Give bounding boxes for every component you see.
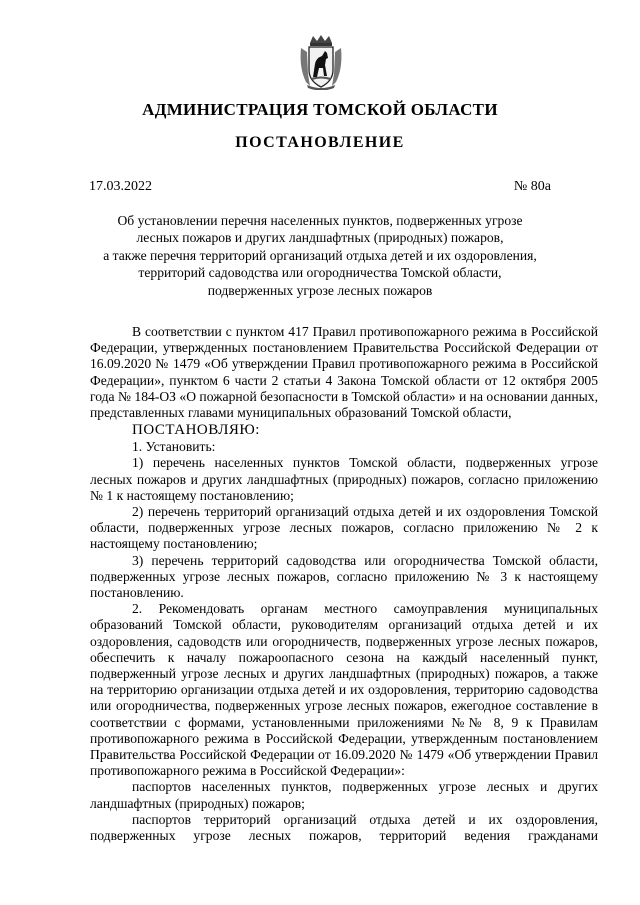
title-line: территорий садоводства или огородничества Томской области, bbox=[138, 265, 502, 281]
document-number: № 80а bbox=[513, 179, 551, 194]
title-line: а также перечня территорий организаций отдыха детей и их оздоровления, bbox=[103, 247, 537, 263]
document-title bbox=[100, 212, 540, 299]
coat-of-arms-icon bbox=[298, 34, 344, 90]
title-line: Об установлении перечня населенных пунктов, подверженных угрозе bbox=[117, 213, 523, 228]
preamble-paragraph: В соответствии с пунктом 417 Правил противопожарного режима в Российской Федерации, утвержденных постановлением Правительства Российской Федерации от 16.09.2020 № 1479 «Об утверждении Правил противопожарного режима в Российской Федерации», пунктом 6 части 2 статьи 4 Закона Томской области от 12 октября 2005 года № 184-ОЗ «О пожарной безопасности в Томской области» и на основании данных, представленных главами муниципальных образований Томской области, bbox=[90, 324, 598, 421]
title-line: подверженных угрозе лесных пожаров bbox=[207, 282, 433, 298]
document-date: 17.03.2022 bbox=[89, 179, 152, 194]
clause-1-item-2: 2) перечень территорий организаций отдыха детей и их оздоровления Томской области, подверженных угрозе лесных пожаров, согласно приложению № 2 к настоящему постановлению; bbox=[90, 504, 598, 552]
clause-2-item-1: паспортов населенных пунктов, подверженных угрозе лесных и других ландшафтных (природных) пожаров; bbox=[90, 779, 598, 811]
title-line: лесных пожаров и других ландшафтных (природных) пожаров, bbox=[136, 230, 504, 246]
organization-name: АДМИНИСТРАЦИЯ ТОМСКОЙ ОБЛАСТИ bbox=[142, 100, 498, 119]
resolution-keyword: ПОСТАНОВЛЯЮ: bbox=[132, 422, 260, 439]
clause-2-item-2: паспортов территорий организаций отдыха детей и их оздоровления, подверженных угрозе лесных пожаров, территорий ведения гражданами bbox=[90, 811, 598, 844]
clause-1-item-3: 3) перечень территорий садоводства или огородничества Томской области, подверженных угрозе лесных пожаров, согласно приложению № 3 к настоящему постановлению. bbox=[90, 552, 598, 601]
document-body bbox=[90, 324, 598, 844]
clause-1-item-1: 1) перечень населенных пунктов Томской области, подверженных угрозе лесных пожаров и других ландшафтных (природных) пожаров, согласно приложению № 1 к настоящему постановлению; bbox=[90, 455, 598, 503]
document-type: ПОСТАНОВЛЕНИЕ bbox=[235, 134, 405, 151]
clause-2-paragraph: 2. Рекомендовать органам местного самоуправления муниципальных образований Томской области, руководителям организаций отдыха детей и их оздоровления, садоводств или огородничеств, подверженных угрозе лесных пожаров, обеспечить к началу пожароопасного сезона на каждый населенный пункт, подверженный угрозе лесных и других ландшафтных (природных) пожаров, а также на территорию организации отдыха детей и их оздоровления, территорию садоводства или огородничества, подверженных угрозе лесных пожаров, ежегодное составление в соответствии с формами, установленными приложениями №№ 8, 9 к Правилам противопожарного режима в Российской Федерации, утвержденным постановлением Правительства Российской Федерации от 16.09.2020 № 1479 «Об утверждении Правил противопожарного режима в Российской Федерации»: bbox=[90, 601, 598, 779]
clause-1-heading: 1. Установить: bbox=[132, 439, 216, 455]
